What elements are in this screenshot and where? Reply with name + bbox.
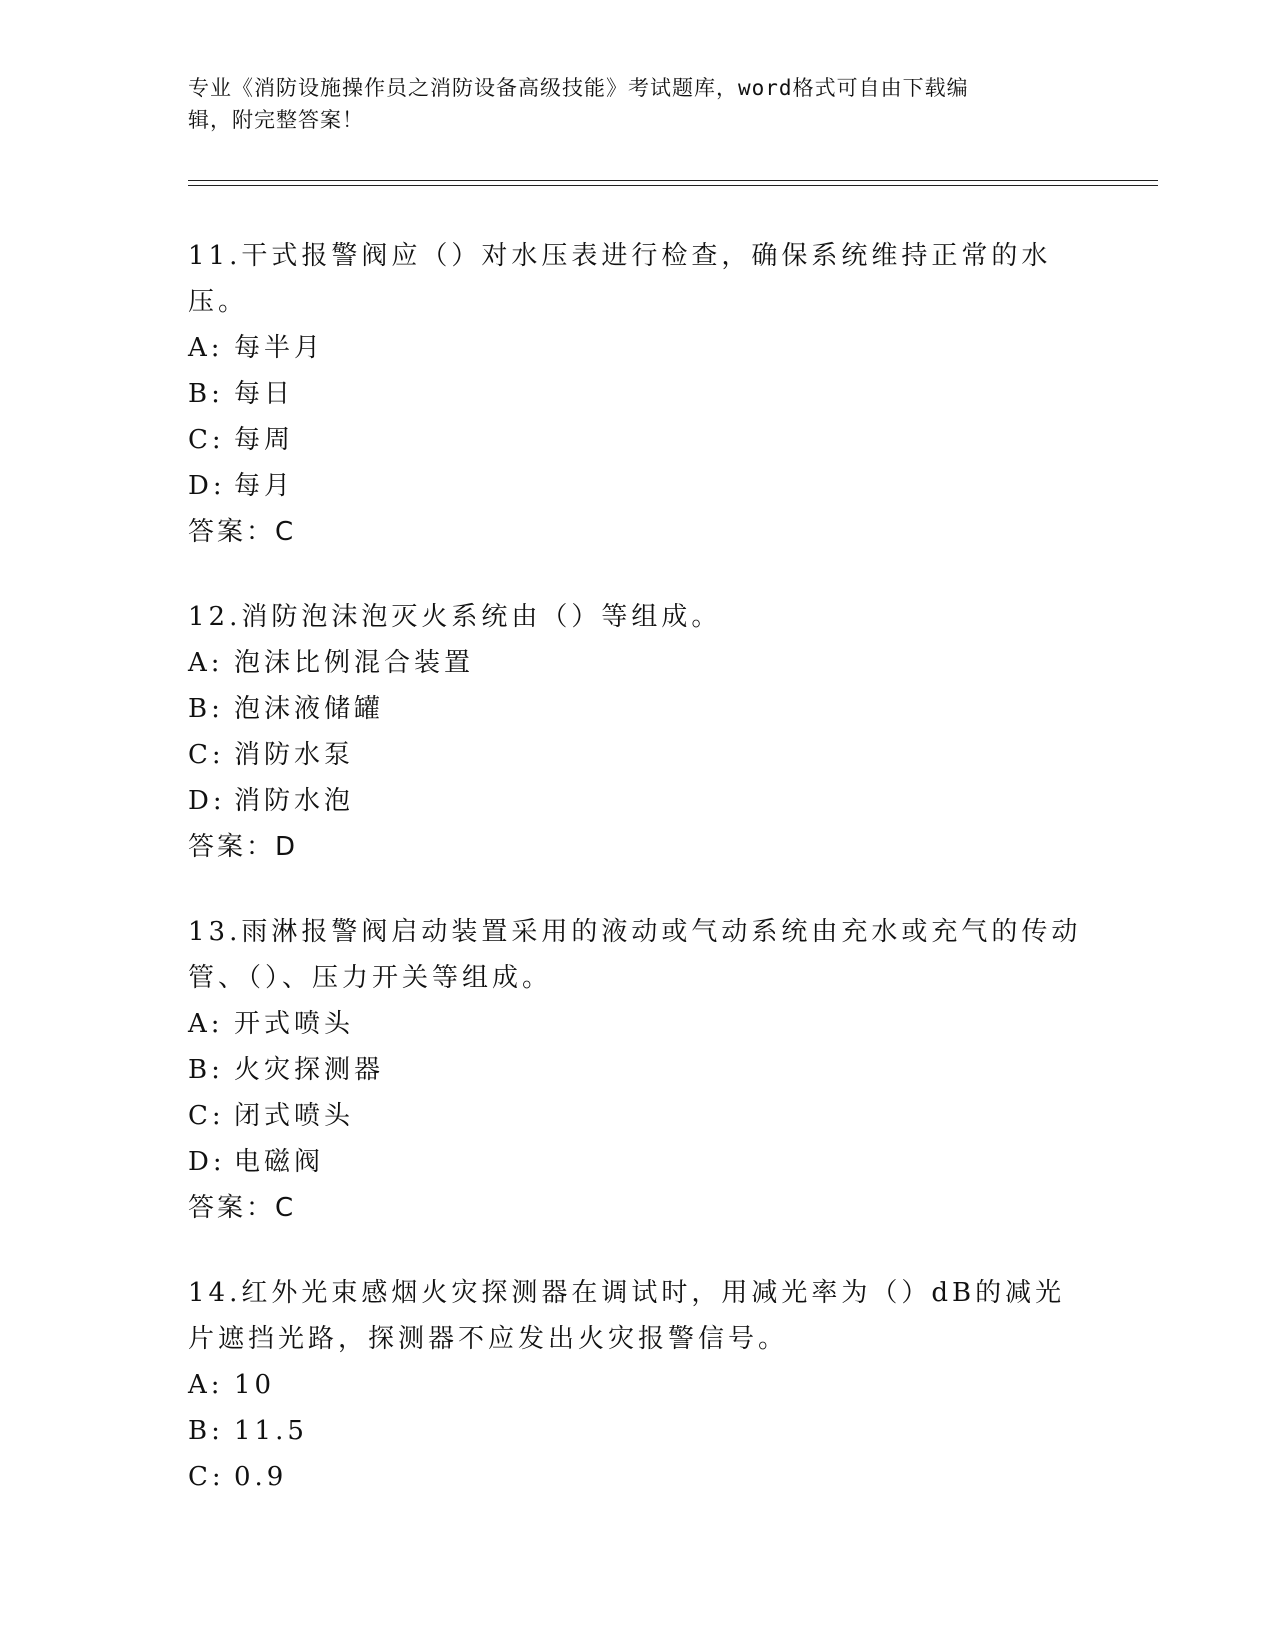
option-text: 电磁阀 bbox=[234, 1147, 325, 1177]
option-b bbox=[188, 686, 1088, 732]
option-letter: C: bbox=[188, 1462, 225, 1492]
option-c bbox=[188, 732, 1088, 778]
option-text: 开式喷头 bbox=[234, 1009, 355, 1039]
question-stem: 14.红外光束感烟火灾探测器在调试时，用减光率为（）dB的减光片遮挡光路，探测器不应发出火灾报警信号。 bbox=[188, 1278, 1066, 1354]
header-divider-top bbox=[188, 180, 1158, 181]
answer-line: 答案：C bbox=[188, 517, 297, 547]
option-d bbox=[188, 463, 1088, 509]
answer-line: 答案：D bbox=[188, 832, 299, 862]
option-d bbox=[188, 778, 1088, 824]
option-a bbox=[188, 1362, 1088, 1408]
option-c bbox=[188, 1093, 1088, 1139]
option-c bbox=[188, 417, 1088, 463]
answer-line: 答案：C bbox=[188, 1193, 297, 1223]
option-d bbox=[188, 1139, 1088, 1185]
option-letter: A: bbox=[188, 333, 224, 363]
option-letter: D: bbox=[188, 786, 226, 816]
option-letter: B: bbox=[188, 1055, 224, 1085]
option-letter: B: bbox=[188, 1416, 224, 1446]
option-b bbox=[188, 1047, 1088, 1093]
question-14 bbox=[188, 1270, 1088, 1500]
option-text: 消防水泵 bbox=[234, 740, 355, 770]
option-text: 泡沫比例混合装置 bbox=[234, 648, 475, 678]
option-letter: A: bbox=[188, 1009, 224, 1039]
header-line-2: 辑，附完整答案！ bbox=[188, 108, 364, 132]
option-letter: A: bbox=[188, 648, 224, 678]
option-a bbox=[188, 325, 1088, 371]
option-text: 闭式喷头 bbox=[234, 1101, 355, 1131]
option-letter: D: bbox=[188, 1147, 226, 1177]
option-text: 每周 bbox=[234, 425, 295, 455]
question-12 bbox=[188, 594, 1088, 870]
option-letter: C: bbox=[188, 425, 225, 455]
option-text: 11.5 bbox=[234, 1416, 308, 1446]
option-b bbox=[188, 371, 1088, 417]
header-divider-bottom bbox=[188, 185, 1158, 186]
option-c bbox=[188, 1454, 1088, 1500]
option-letter: C: bbox=[188, 1101, 225, 1131]
header-line-1: 专业《消防设施操作员之消防设备高级技能》考试题库，word格式可自由下载编 bbox=[188, 76, 969, 100]
option-letter: B: bbox=[188, 694, 224, 724]
option-text: 10 bbox=[234, 1370, 276, 1400]
question-stem: 11.干式报警阀应（）对水压表进行检查，确保系统维持正常的水压。 bbox=[188, 241, 1052, 317]
option-text: 火灾探测器 bbox=[234, 1055, 385, 1085]
option-a bbox=[188, 1001, 1088, 1047]
option-letter: D: bbox=[188, 471, 226, 501]
document-header bbox=[188, 72, 1088, 136]
option-b bbox=[188, 1408, 1088, 1454]
option-letter: A: bbox=[188, 1370, 224, 1400]
option-text: 消防水泡 bbox=[234, 786, 355, 816]
option-a bbox=[188, 640, 1088, 686]
question-list bbox=[188, 233, 1088, 1539]
option-text: 泡沫液储罐 bbox=[234, 694, 385, 724]
option-letter: C: bbox=[188, 740, 225, 770]
option-letter: B: bbox=[188, 379, 224, 409]
question-stem: 12.消防泡沫泡灭火系统由（）等组成。 bbox=[188, 602, 722, 632]
option-text: 每月 bbox=[234, 471, 295, 501]
option-text: 0.9 bbox=[234, 1462, 288, 1492]
question-stem: 13.雨淋报警阀启动装置采用的液动或气动系统由充水或充气的传动管、（）、压力开关等组成。 bbox=[188, 917, 1082, 993]
option-text: 每日 bbox=[234, 379, 295, 409]
question-13 bbox=[188, 909, 1088, 1231]
question-11 bbox=[188, 233, 1088, 555]
option-text: 每半月 bbox=[234, 333, 325, 363]
